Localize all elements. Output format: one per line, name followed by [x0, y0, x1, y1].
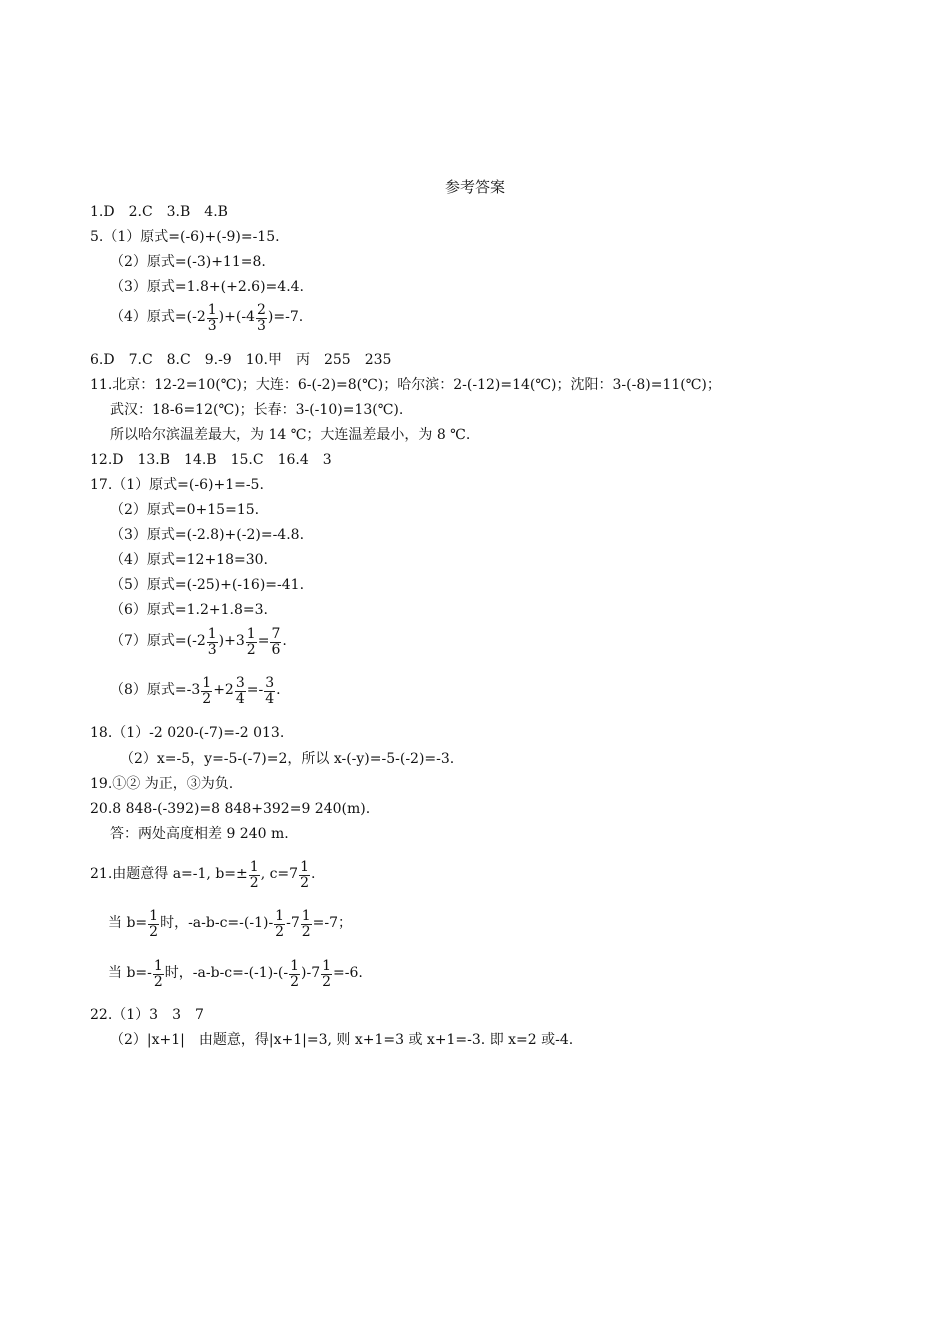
expr-text: .: [311, 866, 316, 882]
page-title: 参考答案: [444, 178, 505, 196]
expr-text: =: [257, 633, 270, 649]
fraction: $\frac{1}{2}$: [301, 908, 311, 940]
expr-text: )+3: [218, 633, 245, 649]
expr-text: （4）原式=(-2: [110, 309, 206, 325]
fraction: $\frac{1}{2}$: [202, 675, 212, 707]
fraction: $\frac{1}{3}$: [207, 626, 217, 658]
answer-22-2: （2）|x+1| 由题意，得|x+1|=3, 则 x+1=3 或 x+1=-3. 即 x=2 或-4.: [110, 1032, 574, 1048]
answer-21-2: [108, 909, 352, 940]
answer-18-2: （2）x=-5，y=-5-(-7)=2，所以 x-(-y)=-5-(-2)=-3.: [120, 751, 455, 767]
fraction: $\frac{3}{4}$: [265, 675, 275, 707]
expr-text: )+(-4: [218, 309, 255, 325]
expr-text: 21.由题意得 a=-1, b=±: [90, 866, 248, 882]
expr-text: .: [276, 682, 281, 698]
fraction: $\frac{1}{2}$: [290, 958, 300, 990]
fraction: $\frac{1}{2}$: [246, 626, 256, 658]
expr-text: =-6.: [333, 965, 363, 981]
answer-18-1: 18.（1）-2 020-(-7)=-2 013.: [90, 725, 285, 741]
expr-text: , c=7: [260, 866, 299, 882]
fraction: $\frac{1}{2}$: [149, 908, 159, 940]
expr-text: 时，-a-b-c=-(-1)-: [160, 915, 274, 931]
fraction: $\frac{7}{6}$: [271, 626, 281, 658]
answer-17-6: （6）原式=1.2+1.8=3.: [110, 602, 268, 618]
answer-17-7: [110, 627, 287, 658]
fraction: $\frac{1}{2}$: [275, 908, 285, 940]
expr-text: 当 b=: [108, 915, 148, 931]
answer-20-1: 20.8 848-(-392)=8 848+392=9 240(m).: [90, 801, 371, 817]
answer-17-5: （5）原式=(-25)+(-16)=-41.: [110, 577, 305, 593]
answer-17-2: （2）原式=0+15=15.: [110, 502, 260, 518]
fraction: $\frac{1}{2}$: [249, 859, 259, 891]
fraction: $\frac{1}{2}$: [322, 958, 332, 990]
answer-5-3: （3）原式=1.8+(+2.6)=4.4.: [110, 279, 304, 295]
answer-11-3: 所以哈尔滨温差最大，为 14 ℃；大连温差最小，为 8 ℃.: [110, 427, 471, 443]
answer-17-4: （4）原式=12+18=30.: [110, 552, 268, 568]
expr-text: 时，-a-b-c=-(-1)-(-: [164, 965, 289, 981]
expr-text: +2: [213, 682, 234, 698]
answer-6-10: 6.D 7.C 8.C 9.-9 10.甲 丙 255 235: [90, 352, 392, 368]
answer-17-1: 17.（1）原式=(-6)+1=-5.: [90, 477, 264, 493]
answer-22-1: 22.（1）3 3 7: [90, 1007, 204, 1023]
expr-text: =-7；: [312, 915, 353, 931]
expr-text: .: [282, 633, 287, 649]
fraction: $\frac{3}{4}$: [235, 675, 245, 707]
answer-20-2: 答：两处高度相差 9 240 m.: [110, 826, 289, 842]
answer-5-2: （2）原式=(-3)+11=8.: [110, 254, 266, 270]
answer-11-2: 武汉：18-6=12(℃)；长春：3-(-10)=13(℃).: [110, 402, 404, 418]
expr-text: -7: [286, 915, 300, 931]
answer-5-1: 5.（1）原式=(-6)+(-9)=-15.: [90, 229, 280, 245]
answer-12-16: 12.D 13.B 14.B 15.C 16.4 3: [90, 452, 332, 468]
answer-5-4: [110, 303, 303, 334]
fraction: $\frac{1}{2}$: [153, 958, 163, 990]
answer-17-8: [110, 676, 281, 707]
answer-11-1: 11.北京：12-2=10(℃)；大连：6-(-2)=8(℃)；哈尔滨：2-(-12)=14(℃)；沈阳：3-(-8)=11(℃)；: [90, 377, 721, 393]
expr-text: =-: [246, 682, 264, 698]
answer-21-1: [90, 860, 315, 891]
expr-text: （7）原式=(-2: [110, 633, 206, 649]
answer-1-4: 1.D 2.C 3.B 4.B: [90, 204, 228, 220]
expr-text: （8）原式=-3: [110, 682, 201, 698]
fraction: $\frac{2}{3}$: [256, 302, 266, 334]
answer-17-3: （3）原式=(-2.8)+(-2)=-4.8.: [110, 527, 305, 543]
expr-text: )-7: [301, 965, 321, 981]
expr-text: 当 b=-: [108, 965, 152, 981]
answer-19: 19.①② 为正，③为负.: [90, 776, 234, 792]
fraction: $\frac{1}{3}$: [207, 302, 217, 334]
fraction: $\frac{1}{2}$: [300, 859, 309, 891]
expr-text: )=-7.: [267, 309, 304, 325]
answer-21-3: [108, 959, 363, 990]
